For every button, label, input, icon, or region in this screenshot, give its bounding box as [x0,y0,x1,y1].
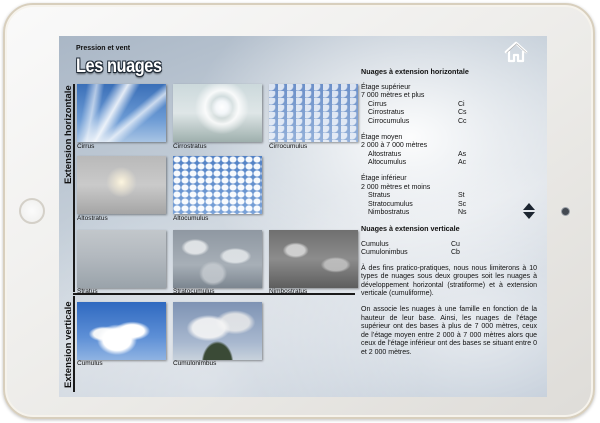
subject-label: Pression et vent [76,45,131,52]
cloud-abbr: Cb [451,249,460,257]
cloud-name: Cirrus [368,100,387,108]
thumb-stratus[interactable] [77,230,166,288]
family-paragraph: On associe les nuages à une famille en fonction de la hauteur de leur base. Ainsi, les nuages de l’étage supérieur ont des bases à plus de 7 000 mètres, ceux de l’étage moyen entre 2 000 à 7 000 mètres alors que ceux de l’étage inférieur ont des bases se situant entre 0 et 2 000 mètres. [361,306,537,357]
cloud-name: Altostratus [368,150,402,158]
cloud-name: Cumulus [361,240,389,248]
thumb-label-nimbostratus: Nimbostratus [269,288,308,295]
thumb-label-stratocumulus: Stratocumulus [173,288,215,295]
thumb-label-altostratus: Altostratus [77,215,108,222]
cloud-row [361,151,537,160]
superior-title: Étage supérieur [361,83,411,91]
home-icon[interactable] [504,41,528,63]
vertical-heading: Nuages à extension verticale [361,223,460,233]
cloud-abbr: Cc [458,117,467,125]
cloud-name: Stratocumulus [368,200,413,208]
cloud-abbr: St [458,192,465,200]
cloud-name: Stratus [368,192,391,200]
thumb-label-cumulonimbus: Cumulonimbus [173,360,217,367]
screen [59,36,547,397]
thumb-label-altocumulus: Altocumulus [173,215,209,222]
thumb-altocumulus[interactable] [173,156,262,214]
cloud-row [361,241,537,250]
cloud-name: Nimbostratus [368,209,410,217]
middle-title: Étage moyen [361,133,403,141]
section-label-horizontal: Extension horizontale [63,85,74,184]
thumb-label-stratus: Stratus [77,288,98,295]
cloud-name: Cumulonimbus [361,249,408,257]
cloud-abbr: Ns [458,209,467,217]
horizontal-heading: Nuages à extension horizontale [361,67,469,76]
cloud-abbr: Sc [458,200,467,208]
cloud-row [361,201,537,210]
cloud-abbr: Cs [458,109,467,117]
device-camera [562,208,569,215]
cloud-row [361,192,537,201]
cloud-row [361,249,537,258]
cloud-abbr: Ci [458,100,465,108]
thumb-cumulonimbus[interactable] [173,302,262,360]
cloud-row [361,159,537,168]
description-column [361,68,537,358]
thumb-cirrus[interactable] [77,84,166,142]
cloud-name: Altocumulus [368,159,407,167]
cloud-abbr: As [458,150,467,158]
thumb-label-cumulus: Cumulus [77,360,103,367]
lower-range: 2 000 mètres et moins [361,183,431,191]
up-down-arrows-icon[interactable] [522,202,536,220]
thumb-stratocumulus[interactable] [173,230,262,288]
thumb-label-cirrus: Cirrus [77,143,95,150]
device-home-button[interactable] [19,198,45,224]
superior-range: 7 000 mètres et plus [361,92,425,100]
page-title: Les nuages [76,56,162,77]
thumb-label-cirrocumulus: Cirrocumulus [269,143,308,150]
thumb-altostratus[interactable] [77,156,166,214]
middle-range: 2 000 à 7 000 mètres [361,142,428,150]
lower-title: Étage inférieur [361,174,407,182]
cloud-row [361,101,537,110]
cloud-row [361,118,537,127]
intro-paragraph: À des fins pratico-pratiques, nous nous limiterons à 10 types de nuages sous deux groupes soit les nuages à développement horizontal (stratiforme) et à extension verticale (cumuliforme). [361,264,537,298]
cloud-name: Cirrocumulus [368,117,410,125]
thumb-nimbostratus[interactable] [269,230,358,288]
cloud-name: Cirrostratus [368,109,405,117]
thumb-cumulus[interactable] [77,302,166,360]
thumb-cirrostratus[interactable] [173,84,262,142]
cloud-row [361,109,537,118]
thumb-cirrocumulus[interactable] [269,84,358,142]
cloud-abbr: Ac [458,159,467,167]
cloud-abbr: Cu [451,240,460,248]
thumb-label-cirrostratus: Cirrostratus [173,143,207,150]
cloud-row [361,209,537,218]
section-label-vertical: Extension verticale [63,301,74,388]
